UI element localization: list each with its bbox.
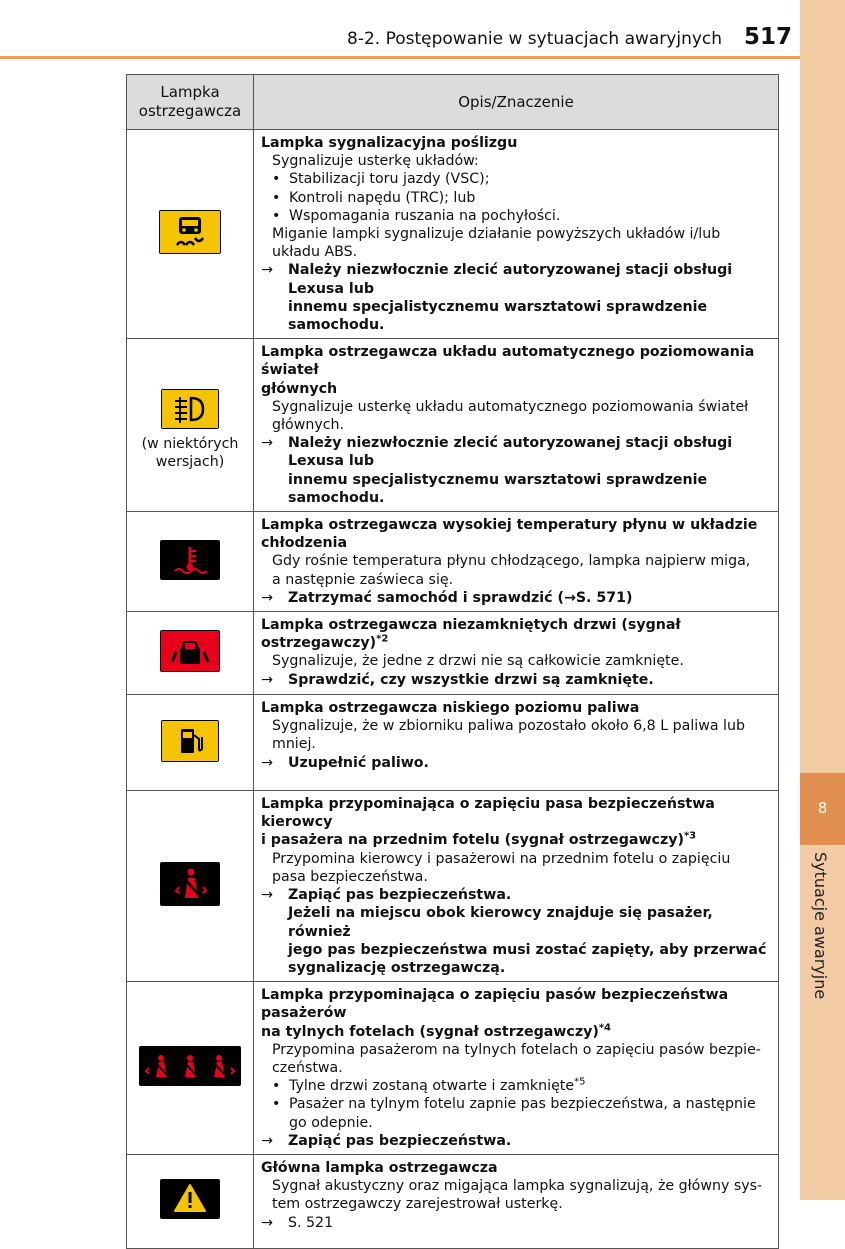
bullet-icon: • <box>272 171 281 188</box>
col-header-description: Opis/Znaczenie <box>254 75 779 130</box>
arrow-icon: → <box>261 262 273 279</box>
desc-line: Miganie lampki sygnalizuje działanie powyższych układów i/lub <box>272 226 721 243</box>
table-row <box>127 339 779 512</box>
title-line: na tylnych fotelach (sygnał ostrzegawczy) <box>261 1023 599 1040</box>
row-title <box>261 343 770 398</box>
coolant-temperature-icon <box>160 540 220 580</box>
footnote-ref: *3 <box>683 830 697 842</box>
action <box>261 1132 770 1150</box>
table-row <box>127 130 779 339</box>
action <box>261 261 770 334</box>
chapter-label: Sytuacje awaryjne <box>811 852 830 1000</box>
action-text: Należy niezwłocznie zlecić autoryzowanej stacji obsługi Lexusa lub <box>288 262 733 297</box>
bullet-icon: • <box>272 1078 281 1095</box>
footnote-ref: *2 <box>376 633 389 645</box>
bullet-item <box>261 1077 770 1095</box>
desc-line: Sygnalizuje usterkę układu automatycznego poziomowania świateł <box>272 398 749 415</box>
fuel-pump-icon <box>161 720 219 762</box>
slip-indicator-icon <box>159 210 221 254</box>
bullet-item <box>261 1095 770 1131</box>
arrow-icon: → <box>261 1214 273 1231</box>
arrow-icon: → <box>261 887 273 904</box>
table-row <box>127 512 779 612</box>
row-title <box>261 795 770 850</box>
desc-line: Gdy rośnie temperatura płynu chłodzącego, lampka najpierw miga, <box>272 553 751 570</box>
action-detail <box>261 904 770 977</box>
detail-line: sygnalizację ostrzegawczą. <box>288 959 506 976</box>
door-open-icon <box>160 630 220 672</box>
seatbelt-reminder-icon <box>160 862 220 906</box>
desc-line: mniej. <box>272 736 316 753</box>
desc-line: Sygnalizuje, że w zbiorniku paliwa pozostało około 6,8 L paliwa lub <box>272 718 745 735</box>
action <box>261 754 770 772</box>
title-line: Lampka przypominająca o zapięciu pasów bezpieczeństwa pasażerów <box>261 987 729 1022</box>
section-title: 8-2. Postępowanie w sytuacjach awaryjnych <box>347 29 723 49</box>
desc-line: Sygnał akustyczny oraz migająca lampka sygnalizują, że główny sys- <box>272 1178 763 1195</box>
header-rule <box>0 56 800 59</box>
action-text: Zatrzymać samochód i sprawdzić (→S. 571) <box>288 589 633 606</box>
title-line: głównych <box>261 380 338 397</box>
bullet-icon: • <box>272 189 281 206</box>
rear-seatbelt-reminder-icon <box>139 1046 241 1086</box>
desc-line: pasa bezpieczeństwa. <box>272 868 428 885</box>
arrow-icon: → <box>261 435 273 452</box>
chapter-sidebar <box>800 0 845 1200</box>
bullet-icon: • <box>272 207 281 224</box>
col-header-lamp: Lampka ostrzegawcza <box>127 75 254 130</box>
desc-line: Sygnalizuje usterkę układów: <box>272 153 479 170</box>
row-title <box>261 986 770 1041</box>
bullet-icon: • <box>272 1096 281 1113</box>
desc-line: a następnie zaświeca się. <box>272 571 454 588</box>
action-text: Uzupełnić paliwo. <box>288 754 429 771</box>
table-header-row <box>127 75 779 130</box>
warning-lamp-table <box>126 74 779 1249</box>
action <box>261 886 770 904</box>
desc-line: tem ostrzegawczy zarejestrował usterkę. <box>272 1196 563 1213</box>
row-title: Lampka ostrzegawcza niskiego poziomu paliwa <box>261 700 640 717</box>
desc-line: Sygnalizuje, że jedne z drzwi nie są całkowicie zamknięte. <box>272 653 684 670</box>
arrow-icon: → <box>261 754 273 771</box>
bullet-item <box>261 189 770 207</box>
action-text: Sprawdzić, czy wszystkie drzwi są zamknięte. <box>288 671 654 688</box>
page-header <box>0 0 800 60</box>
table-row <box>127 695 779 791</box>
arrow-icon: → <box>261 671 273 688</box>
table-row <box>127 791 779 982</box>
action[interactable] <box>261 1214 770 1232</box>
title-line: i pasażera na przednim fotelu (sygnał ostrzegawczy) <box>261 832 684 849</box>
detail-line: Jeżeli na miejscu obok kierowcy znajduje się pasażer, również <box>288 905 713 940</box>
bullet-item <box>261 207 770 225</box>
desc-line: Przypomina pasażerom na tylnych fotelach o zapięciu pasów bezpie- <box>272 1041 761 1058</box>
headlight-leveling-icon <box>161 389 219 429</box>
action-text: Zapiąć pas bezpieczeństwa. <box>288 887 512 904</box>
title-line: Lampka ostrzegawcza układu automatycznego poziomowania świateł <box>261 344 755 379</box>
action-text: innemu specjalistycznemu warsztatowi sprawdzenie samochodu. <box>288 471 708 506</box>
arrow-icon: → <box>261 589 273 606</box>
bullet-text: go odepnie. <box>289 1114 373 1131</box>
note-line: wersjach) <box>155 454 225 471</box>
action <box>261 434 770 507</box>
page-number: 517 <box>744 24 793 50</box>
chapter-number: 8 <box>817 799 828 817</box>
master-warning-icon <box>160 1179 220 1219</box>
action-text: innemu specjalistycznemu warsztatowi sprawdzenie samochodu. <box>288 298 708 334</box>
table-row <box>127 1154 779 1248</box>
arrow-icon: → <box>261 1132 273 1149</box>
row-title <box>261 616 770 652</box>
desc-line: głównych. <box>272 417 345 434</box>
bullet-item <box>261 170 770 188</box>
bullet-text: Pasażer na tylnym fotelu zapnie pas bezpieczeństwa, a następnie <box>289 1096 756 1113</box>
desc-line: Przypomina kierowcy i pasażerowi na przednim fotelu o zapięciu <box>272 850 731 867</box>
page-reference-link[interactable]: S. 521 <box>288 1214 334 1231</box>
action <box>261 589 770 607</box>
title-line: Lampka przypominająca o zapięciu pasa bezpieczeństwa kierowcy <box>261 796 715 831</box>
action-text: Należy niezwłocznie zlecić autoryzowanej stacji obsługi Lexusa lub <box>288 435 733 470</box>
action-text: Zapiąć pas bezpieczeństwa. <box>288 1132 512 1149</box>
detail-line: jego pas bezpieczeństwa musi zostać zapięty, aby przerwać <box>288 941 767 958</box>
desc-line: czeństwa. <box>272 1059 343 1076</box>
footnote-ref: *5 <box>574 1076 586 1088</box>
footnote-ref: *4 <box>598 1021 611 1033</box>
bullet-text: Stabilizacji toru jazdy (VSC); <box>289 171 490 188</box>
note-line: (w niektórych <box>141 435 239 452</box>
table-row <box>127 982 779 1155</box>
row-title: Główna lampka ostrzegawcza <box>261 1159 498 1176</box>
desc-line: układu ABS. <box>272 244 358 261</box>
bullet-text: Tylne drzwi zostaną otwarte i zamknięte <box>289 1078 575 1095</box>
title-text: Lampka ostrzegawcza niezamkniętych drzwi (sygnał ostrzegawczy) <box>261 617 681 652</box>
table-row <box>127 612 779 695</box>
row-title: Lampka ostrzegawcza wysokiej temperatury płynu w układzie chłodzenia <box>261 517 758 552</box>
row-title: Lampka sygnalizacyjna poślizgu <box>261 135 518 151</box>
version-note <box>127 435 253 471</box>
bullet-text: Wspomagania ruszania na pochyłości. <box>289 207 561 224</box>
action <box>261 671 770 689</box>
bullet-text: Kontroli napędu (TRC); lub <box>289 189 476 206</box>
